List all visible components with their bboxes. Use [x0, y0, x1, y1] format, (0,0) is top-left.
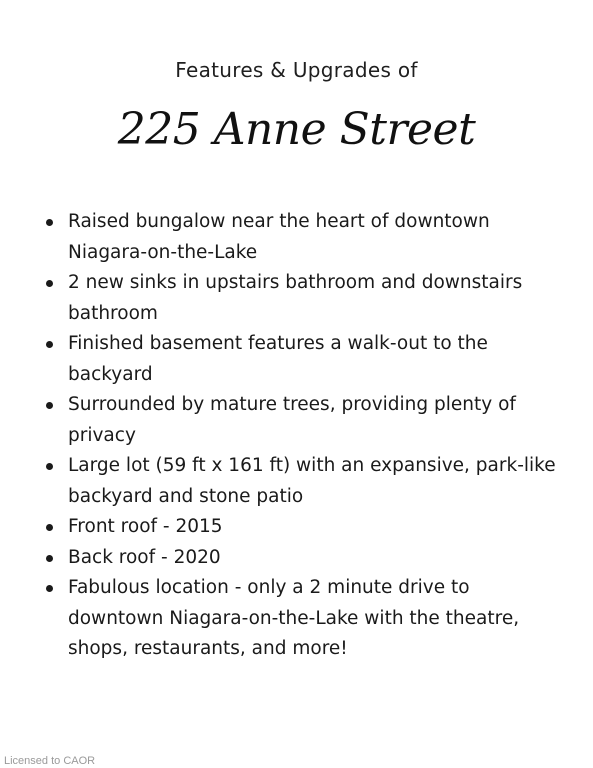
bullet-icon — [46, 280, 53, 287]
feature-text: Surrounded by mature trees, providing plenty of privacy — [68, 394, 516, 446]
bullet-icon — [46, 555, 53, 562]
bullet-icon — [46, 341, 53, 348]
page-heading: Features & Upgrades of — [175, 58, 418, 82]
bullet-icon — [46, 219, 53, 226]
feature-item — [46, 329, 566, 390]
feature-item — [46, 451, 566, 512]
bullet-icon — [46, 585, 53, 592]
feature-text: 2 new sinks in upstairs bathroom and downstairs bathroom — [68, 272, 523, 324]
feature-text: Large lot (59 ft x 161 ft) with an expansive, park-like backyard and stone patio — [68, 455, 556, 507]
feature-item — [46, 268, 566, 329]
license-watermark: Licensed to CAOR — [4, 755, 96, 767]
feature-item — [46, 512, 566, 543]
feature-text: Front roof - 2015 — [68, 516, 223, 537]
feature-item — [46, 543, 566, 574]
feature-item — [46, 573, 566, 665]
feature-list — [46, 207, 566, 665]
feature-text: Fabulous location - only a 2 minute drive to downtown Niagara-on-the-Lake with the theatre, shops, restaurants, and more! — [68, 577, 520, 659]
bullet-icon — [46, 402, 53, 409]
feature-text: Finished basement features a walk-out to the backyard — [68, 333, 488, 385]
feature-text: Raised bungalow near the heart of downtown Niagara-on-the-Lake — [68, 211, 490, 263]
bullet-icon — [46, 463, 53, 470]
property-address: 225 Anne Street — [117, 104, 476, 155]
bullet-icon — [46, 524, 53, 531]
feature-text: Back roof - 2020 — [68, 546, 221, 568]
feature-item — [46, 390, 566, 451]
feature-item — [46, 207, 566, 268]
